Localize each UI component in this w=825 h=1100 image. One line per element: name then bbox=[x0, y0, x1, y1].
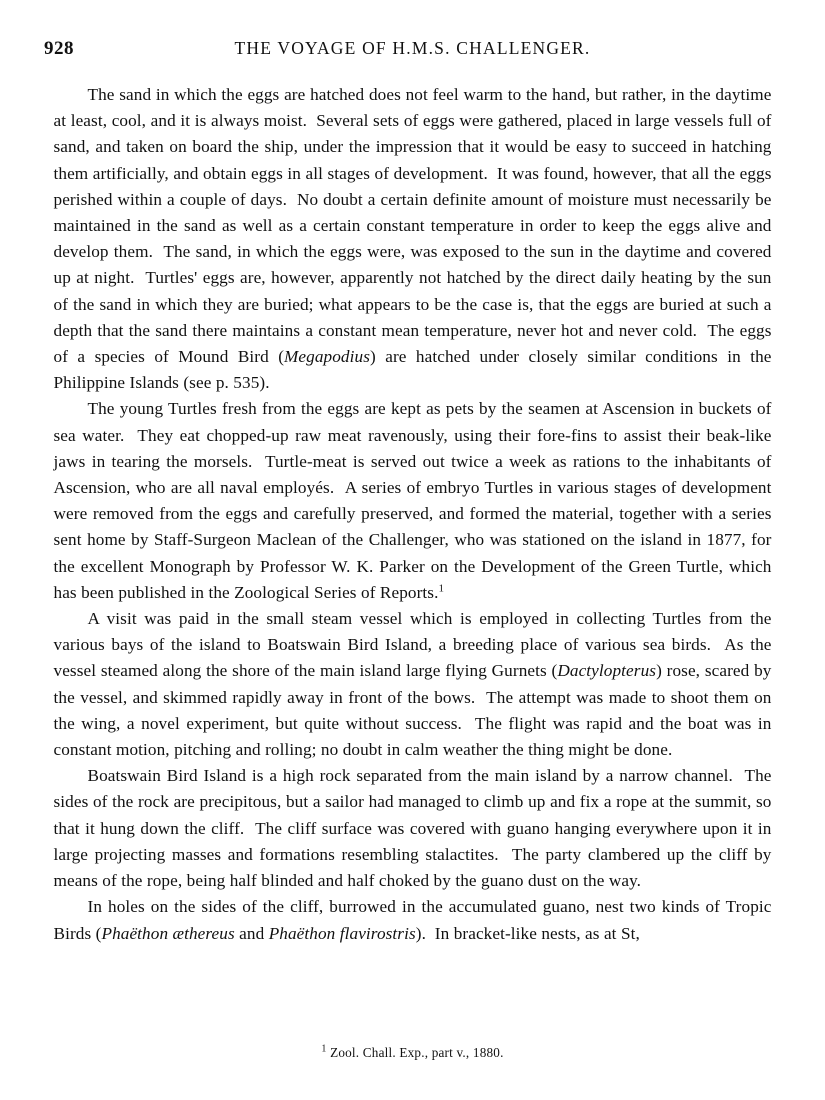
footnote-text: Zool. Chall. Exp., part v., 1880. bbox=[330, 1045, 504, 1060]
paragraph-4: Boatswain Bird Island is a high rock separated from the main island by a narrow channel. The sides of the rock are precipitous, but a sailor had managed to climb up and fix a rope at the summit, so that it hung down the cliff. The cliff surface was covered with guano hanging everywhere upon it in large projecting masses and formations resembling stalactites. The party clambered up the cliff by means of the rope, being half blinded and half choked by the guano dust on the way. bbox=[53, 766, 772, 891]
species-dactylopterus: Dactylopterus bbox=[557, 661, 657, 681]
footnote-marker: 1 bbox=[321, 1043, 327, 1055]
body-text bbox=[54, 82, 772, 947]
species-phaethon-aethereus: Phaëthon æthereus bbox=[101, 923, 235, 943]
paragraph-5: In holes on the sides of the cliff, burrowed in the accumulated guano, nest two kinds of Tropic Birds (Phaëthon æthereus and Phaëthon flavirostris). In bracket-like nests, as at St, bbox=[53, 897, 772, 943]
page-number: 928 bbox=[44, 38, 74, 59]
paragraph-3: A visit was paid in the small steam vessel which is employed in collecting Turtles from the various bays of the island to Boatswain Bird Island, a breeding place of various sea birds. As the vessel steamed along the shore of the main island large flying Gurnets (Dactylopterus) rose, scared by the vessel, and skimmed rapidly away in front of the bows. The attempt was made to shoot them on the wing, a novel experiment, but quite without success. The flight was rapid and the boat was in constant motion, pitching and rolling; no doubt in calm weather the thing might be done. bbox=[53, 609, 772, 760]
species-phaethon-flavirostris: Phaëthon flavirostris bbox=[268, 923, 416, 943]
page-header bbox=[44, 38, 781, 68]
paragraph-1: The sand in which the eggs are hatched does not feel warm to the hand, but rather, in the daytime at least, cool, and it is always moist. Several sets of eggs were gathered, placed in large vessels full of sand, and taken on board the ship, under the impression that it would be easy to succeed in hatching them artificially, and obtain eggs in all stages of development. It was found, however, that all the eggs perished within a couple of days. No doubt a certain definite amount of moisture must necessarily be maintained in the sand as well as a certain constant temperature in order to keep the eggs alive and develop them. The sand, in which the eggs were, was exposed to the sun in the daytime and covered up at night. Turtles' eggs are, however, apparently not hatched by the direct daily heating by the sun of the sand in which they are buried; what appears to be the case is, that the eggs are buried at such a depth that the sand there maintains a constant mean temperature, never hot and never cold. The eggs of a species of Mound Bird (Megapodius) are hatched under closely similar conditions in the Philippine Islands (see p. 535). bbox=[53, 85, 772, 393]
footnote bbox=[54, 1044, 772, 1062]
species-megapodius: Megapodius bbox=[284, 347, 370, 367]
running-title: THE VOYAGE OF H.M.S. CHALLENGER. bbox=[234, 38, 591, 58]
footnote-reference: 1 bbox=[438, 582, 445, 595]
paragraph-2: The young Turtles fresh from the eggs are kept as pets by the seamen at Ascension in buckets of sea water. They eat chopped-up raw meat ravenously, using their fore-fins to assist their beak-like jaws in tearing the morsels. Turtle-meat is served out twice a week as rations to the inhabitants of Ascension, who are all naval employés. A series of embryo Turtles in various stages of development were removed from the eggs and carefully preserved, and formed the material, together with a series sent home by Staff-Surgeon Maclean of the Challenger, who was stationed on the island in 1877, for the excellent Monograph by Professor W. K. Parker on the Development of the Green Turtle, which has been published in the Zoological Series of Reports.$^1$ bbox=[53, 399, 772, 602]
